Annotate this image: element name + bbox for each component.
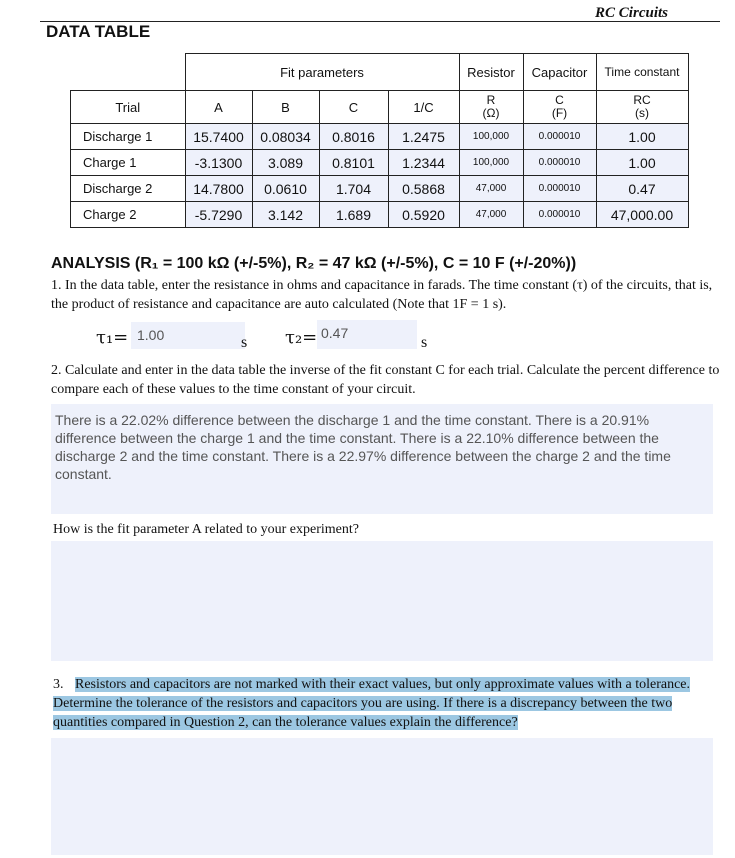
tau1-unit: s: [241, 334, 248, 351]
c-input[interactable]: 1.704: [319, 176, 388, 202]
col-cap-header: [523, 91, 596, 124]
trial-cell: Charge 1: [71, 150, 186, 176]
a-input[interactable]: -3.1300: [185, 150, 252, 176]
table-row: [71, 150, 689, 176]
r-input[interactable]: 47,000: [459, 202, 523, 228]
question-3-highlight: Resistors and capacitors are not marked with their exact values, but only approximate values with a tolerance. Determine the tolerance of the resistors and capacitors you are using. If there is a discrepancy between the two quantities compared in Question 2, can the tolerance values explain the difference?: [53, 677, 691, 730]
cap-input[interactable]: 0.000010: [523, 124, 596, 150]
b-input[interactable]: 0.0610: [252, 176, 319, 202]
answer-2-text: There is a 22.02% difference between the discharge 1 and the time constant. There is a 20.91% difference between the charge 1 and the time constant. There is a 22.10% difference between the discharge 2 and the time constant. There is a 22.97% difference between the charge 2 and the time constant.: [55, 412, 671, 482]
r-label: R: [486, 93, 496, 107]
tau2-input[interactable]: 0.47: [317, 320, 417, 349]
table-row: [71, 176, 689, 202]
r-input[interactable]: 47,000: [459, 176, 523, 202]
table-row: [71, 202, 689, 228]
answer-3-field[interactable]: [51, 738, 713, 855]
time-constant-header: Time constant: [596, 54, 688, 91]
r-input[interactable]: 100,000: [459, 124, 523, 150]
cap-input[interactable]: 0.000010: [523, 202, 596, 228]
rc-value: 47,000.00: [596, 202, 688, 228]
tau2-unit: s: [421, 334, 428, 351]
data-table-title: DATA TABLE: [46, 22, 151, 41]
question-3-number: 3.: [53, 677, 64, 692]
col-a-header: A: [185, 91, 252, 124]
cap-label: C: [555, 93, 564, 107]
a-input[interactable]: -5.7290: [185, 202, 252, 228]
col-c-header: C: [319, 91, 388, 124]
rc-label: RC: [633, 93, 651, 107]
c-input[interactable]: 0.8016: [319, 124, 388, 150]
c-input[interactable]: 1.689: [319, 202, 388, 228]
tau1-label: τ₁=: [96, 327, 129, 348]
col-b-header: B: [252, 91, 319, 124]
trial-header: Trial: [71, 91, 186, 124]
a-input[interactable]: 14.7800: [185, 176, 252, 202]
tau1-input[interactable]: 1.00: [131, 322, 245, 349]
cap-input[interactable]: 0.000010: [523, 150, 596, 176]
c-input[interactable]: 0.8101: [319, 150, 388, 176]
trial-cell: Discharge 2: [71, 176, 186, 202]
answer-2-field[interactable]: [51, 404, 713, 514]
answer-2b-field[interactable]: [51, 541, 713, 661]
rc-unit: (s): [635, 106, 649, 120]
col-rc-header: [596, 91, 688, 124]
page-header-title: RC Circuits: [595, 5, 668, 21]
rc-value: 1.00: [596, 124, 688, 150]
inv-c-input[interactable]: 0.5920: [388, 202, 459, 228]
question-3-text: [53, 675, 721, 732]
rc-value: 1.00: [596, 150, 688, 176]
col-inv-c-header: 1/C: [388, 91, 459, 124]
b-input[interactable]: 3.089: [252, 150, 319, 176]
trial-cell: Discharge 1: [71, 124, 186, 150]
question-1-text: 1. In the data table, enter the resistance in ohms and capacitance in farads. The time constant (τ) of the circuits, that is, the product of resistance and capacitance are auto calculated (Note that 1F = 1 s).: [51, 278, 713, 312]
cap-unit: (F): [551, 106, 568, 120]
inv-c-input[interactable]: 1.2475: [388, 124, 459, 150]
table-row: [71, 124, 689, 150]
question-2-text: 2. Calculate and enter in the data table the inverse of the fit constant C for each trial. Calculate the percent difference to compare each of these values to the time constant of your circuit.: [51, 363, 720, 397]
fit-parameters-header: Fit parameters: [185, 54, 459, 91]
inv-c-input[interactable]: 0.5868: [388, 176, 459, 202]
trial-cell: Charge 2: [71, 202, 186, 228]
r-unit: (Ω): [482, 106, 500, 120]
tau2-label: τ₂=: [285, 327, 318, 348]
analysis-title: ANALYSIS (R₁ = 100 kΩ (+/-5%), R₂ = 47 kΩ (+/-5%), C = 10 F (+/-20%)): [51, 255, 577, 272]
col-r-header: [459, 91, 523, 124]
b-input[interactable]: 3.142: [252, 202, 319, 228]
b-input[interactable]: 0.08034: [252, 124, 319, 150]
blank-cell: [71, 54, 186, 91]
question-2b-text: How is the fit parameter A related to your experiment?: [53, 522, 359, 537]
inv-c-input[interactable]: 1.2344: [388, 150, 459, 176]
resistor-header: Resistor: [459, 54, 523, 91]
data-table: [70, 53, 689, 228]
cap-input[interactable]: 0.000010: [523, 176, 596, 202]
r-input[interactable]: 100,000: [459, 150, 523, 176]
a-input[interactable]: 15.7400: [185, 124, 252, 150]
capacitor-header: Capacitor: [523, 54, 596, 91]
rc-value: 0.47: [596, 176, 688, 202]
